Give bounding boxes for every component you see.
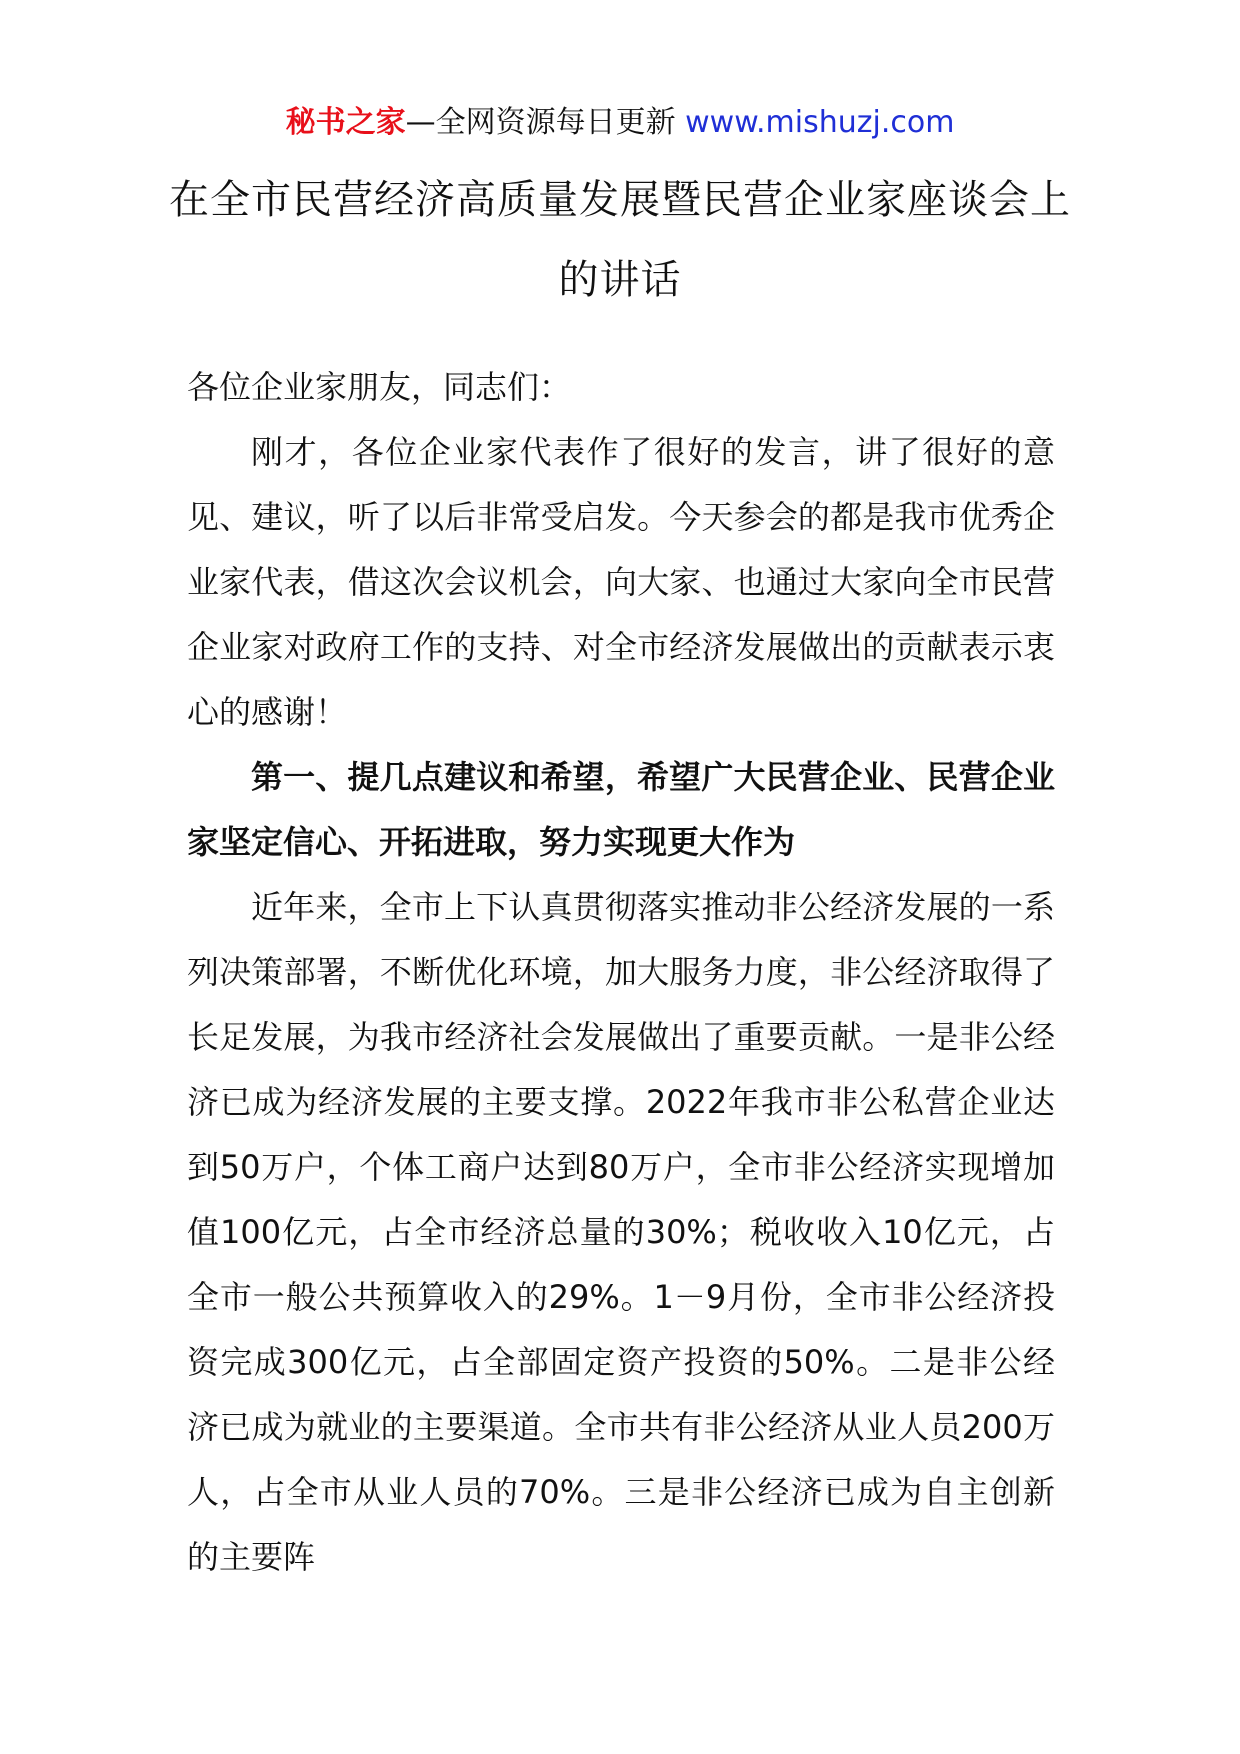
site-brand: 秘书之家 xyxy=(285,105,406,140)
section-heading: 第一、提几点建议和希望，希望广大民营企业、民营企业家坚定信心、开拓进取，努力实现更大作为 xyxy=(187,758,1055,861)
salutation: 各位企业家朋友，同志们： xyxy=(187,368,572,406)
document-title: 在全市民营经济高质量发展暨民营企业家座谈会上的讲话 xyxy=(169,177,1071,303)
site-header xyxy=(0,98,1240,148)
site-tagline: —全网资源每日更新 xyxy=(405,105,686,140)
site-url[interactable]: www.mishuzj.com xyxy=(685,105,955,140)
paragraph-economy: 近年来，全市上下认真贯彻落实推动非公经济发展的一系列决策部署，不断优化环境，加大服务力度，非公经济取得了长足发展，为我市经济社会发展做出了重要贡献。一是非公经济已成为经济发展的主要支撑。2022年我市非公私营企业达到50万户，个体工商户达到80万户，全市非公经济实现增加值100亿元，占全市经济总量的30%；税收收入10亿元，占全市一般公共预算收入的29%。1－9月份，全市非公经济投资完成300亿元，占全部固定资产投资的50%。二是非公经济已成为就业的主要渠道。全市共有非公经济从业人员200万人，占全市从业人员的70%。三是非公经济已成为自主创新的主要阵 xyxy=(187,888,1055,1576)
paragraph-opening: 刚才，各位企业家代表作了很好的发言，讲了很好的意见、建议，听了以后非常受启发。今天参会的都是我市优秀企业家代表，借这次会议机会，向大家、也通过大家向全市民营企业家对政府工作的支持、对全市经济发展做出的贡献表示衷心的感谢！ xyxy=(187,433,1055,731)
document-body xyxy=(187,355,1055,1590)
